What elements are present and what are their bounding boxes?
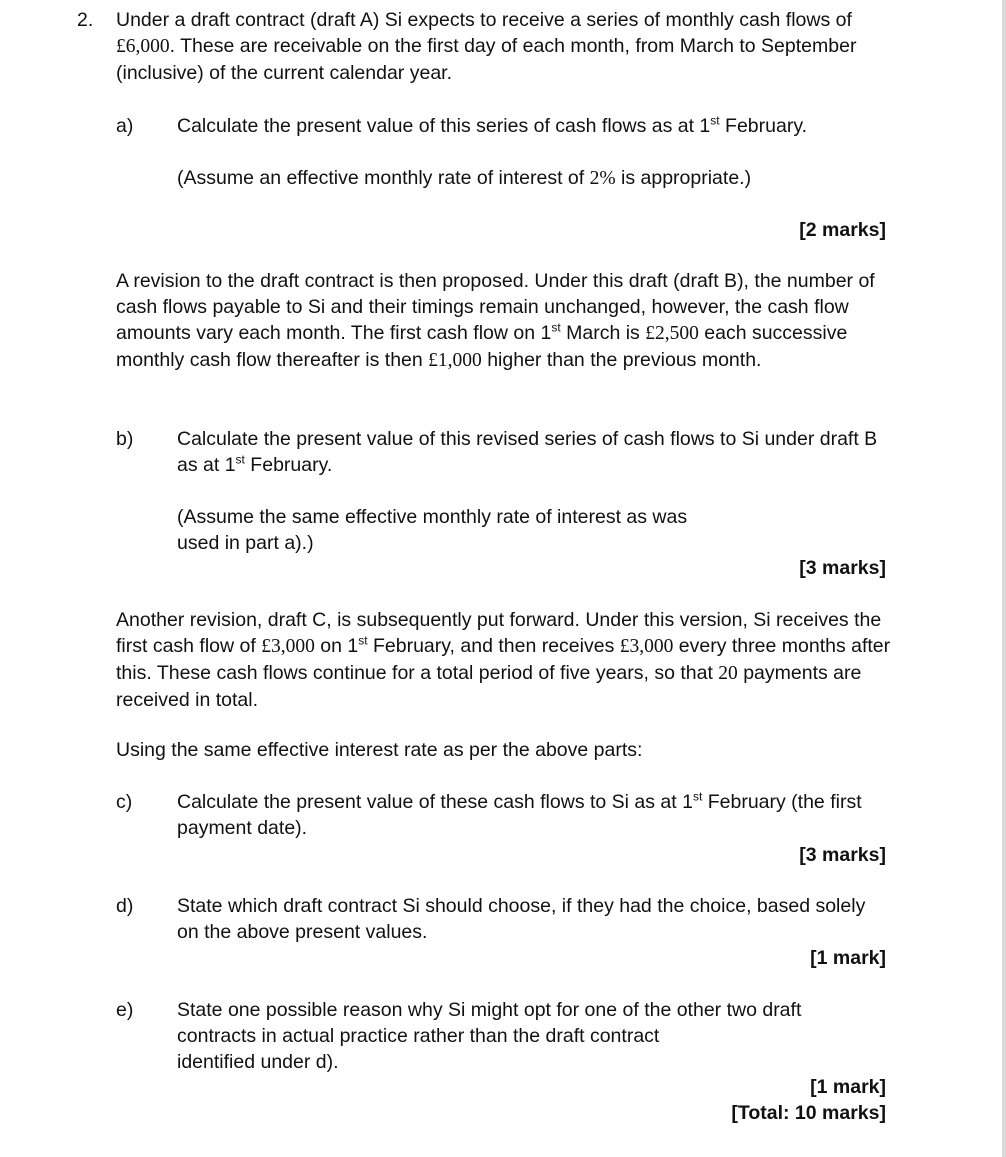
payment-count: 20	[718, 663, 738, 684]
part-b-label: b)	[116, 428, 134, 450]
part-d-marks: [1 mark]	[810, 947, 886, 969]
total-marks: [Total: 10 marks]	[731, 1102, 886, 1124]
interest-rate: 2%	[589, 168, 616, 189]
amount: £2,500	[645, 323, 699, 344]
part-a-assumption: (Assume an effective monthly rate of interest of 2% is appropriate.)	[177, 167, 752, 189]
part-a-marks: [2 marks]	[799, 219, 886, 241]
draft-c-description: Another revision, draft C, is subsequently put forward. Under this version, Si receives the first cash flow of £3,000 on 1st February, and then receives £3,000 every three months after this. These cash flows continue for a total period of five years, so that 20 payments are received in total.	[116, 609, 891, 711]
part-a-label: a)	[116, 115, 134, 137]
question-number: 2.	[77, 9, 94, 31]
amount: £1,000	[428, 350, 482, 371]
part-d-label: d)	[116, 895, 134, 917]
part-b-question: Calculate the present value of this revised series of cash flows to Si under draft B as at 1st February.	[177, 428, 878, 476]
part-c-marks: [3 marks]	[799, 844, 886, 866]
page-right-edge	[1002, 0, 1006, 1157]
instruction: Using the same effective interest rate as per the above parts:	[116, 739, 643, 761]
amount: £3,000	[261, 636, 315, 657]
amount: £6,000	[116, 36, 170, 57]
part-d-question: State which draft contract Si should choose, if they had the choice, based solely on the above present values.	[177, 895, 866, 943]
part-a-question: Calculate the present value of this series of cash flows as at 1st February.	[177, 113, 808, 137]
part-b-assumption: (Assume the same effective monthly rate of interest as was used in part a).)	[177, 506, 688, 554]
part-c-label: c)	[116, 791, 133, 813]
part-b-marks: [3 marks]	[799, 557, 886, 579]
amount: £3,000	[619, 636, 674, 657]
question-intro: Under a draft contract (draft A) Si expects to receive a series of monthly cash flows of £6,000. These are receivable on the first day of each month, from March to September (inclusive) of the current calendar year.	[116, 9, 857, 84]
part-e-label: e)	[116, 999, 134, 1021]
part-c-question: Calculate the present value of these cash flows to Si as at 1st February (the first payment date).	[177, 789, 862, 839]
part-e-marks: [1 mark]	[810, 1076, 886, 1098]
draft-b-description: A revision to the draft contract is then proposed. Under this draft (draft B), the number of cash flows payable to Si and their timings remain unchanged, however, the cash flow amounts vary each month. The first cash flow on 1st March is £2,500 each successive monthly cash flow thereafter is then £1,000 higher than the previous month.	[116, 270, 875, 371]
part-e-question: State one possible reason why Si might opt for one of the other two draft contracts in actual practice rather than the draft contract identified under d).	[177, 999, 802, 1073]
